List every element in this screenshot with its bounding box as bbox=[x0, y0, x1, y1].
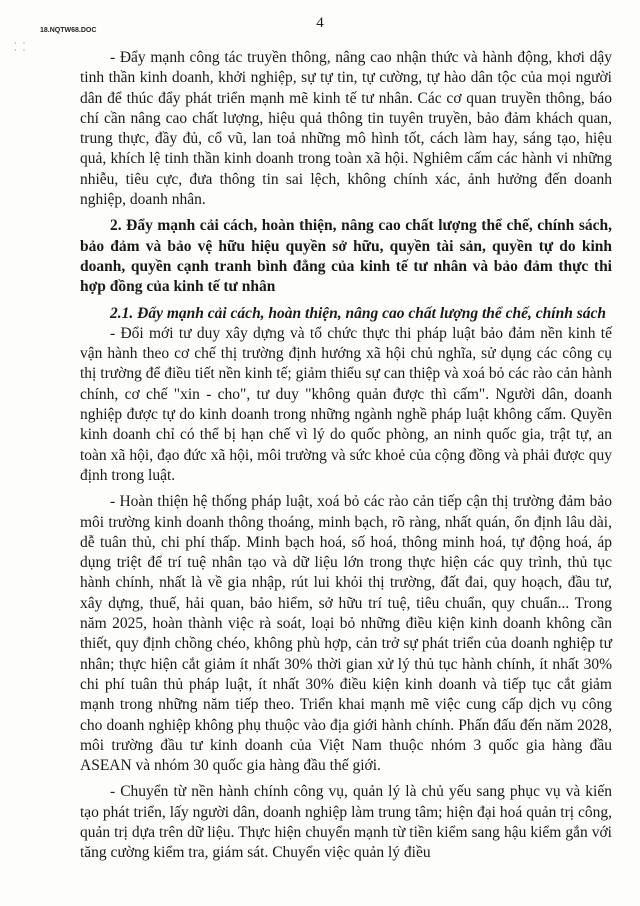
subsection-heading-2-1: 2.1. Đẩy mạnh cải cách, hoàn thiện, nâng cao chất lượng thể chế, chính sách bbox=[110, 304, 607, 322]
document-body bbox=[80, 48, 612, 870]
paragraph-legal-thinking: - Đổi mới tư duy xây dựng và tổ chức thực thi pháp luật bảo đảm nền kinh tế vận hành theo cơ chế thị trường định hướng xã hội chủ nghĩa, sử dụng các công cụ thị trường để điều tiết nền kinh tế; giảm thiểu sự can thiệp và xoá bỏ các rào cản hành chính, cơ chế "xin - cho", tư duy "không quản được thì cấm". Người dân, doanh nghiệp được tự do kinh doanh trong những ngành nghề pháp luật không cấm. Quyền kinh doanh chỉ có thể bị hạn chế vì lý do quốc phòng, an ninh quốc gia, trật tự, an toàn xã hội, đạo đức xã hội, môi trường và sức khoẻ của cộng đồng và phải được quy định trong luật. bbox=[80, 324, 612, 484]
file-code: 18.NQTW68.DOC bbox=[40, 27, 97, 34]
paragraph-legal-system: - Hoàn thiện hệ thống pháp luật, xoá bỏ các rào cản tiếp cận thị trường đảm bảo môi trường kinh doanh thông thoáng, minh bạch, rõ ràng, nhất quán, ổn định lâu dài, dễ tuân thủ, chi phí thấp. Minh bạch hoá, số hoá, thông minh hoá, tự động hoá, áp dụng triệt để trí tuệ nhân tạo và dữ liệu lớn trong thực hiện các quy trình, thủ tục hành chính, nhất là về gia nhập, rút lui khỏi thị trường, đất đai, quy hoạch, đầu tư, xây dựng, thuế, hải quan, bảo hiểm, sở hữu trí tuệ, tiêu chuẩn, quy chuẩn... Trong năm 2025, hoàn thành việc rà soát, loại bỏ những điều kiện kinh doanh không cần thiết, quy định chồng chéo, không phù hợp, cản trở sự phát triển của doanh nghiệp tư nhân; thực hiện cắt giảm ít nhất 30% thời gian xử lý thủ tục hành chính, ít nhất 30% chi phí tuân thủ pháp luật, ít nhất 30% điều kiện kinh doanh và tiếp tục cắt giảm mạnh trong những năm tiếp theo. Triển khai mạnh mẽ việc cung cấp dịch vụ công cho doanh nghiệp không phụ thuộc vào địa giới hành chính. Phấn đấu đến năm 2028, môi trường đầu tư kinh doanh của Việt Nam thuộc nhóm 3 quốc gia hàng đầu ASEAN và nhóm 30 quốc gia hàng đầu thế giới. bbox=[80, 493, 612, 775]
page-number: 4 bbox=[316, 15, 324, 31]
paragraph-administration: - Chuyển từ nền hành chính công vụ, quản lý là chủ yếu sang phục vụ và kiến tạo phát triển, lấy người dân, doanh nghiệp làm trung tâm; hiện đại hoá quản trị công, quản trị dựa trên dữ liệu. Thực hiện chuyển mạnh từ tiền kiểm sang hậu kiểm gắn với tăng cường kiểm tra, giám sát. Chuyển việc quản lý điều bbox=[80, 783, 612, 862]
paragraph-communication: - Đẩy mạnh công tác truyền thông, nâng cao nhận thức và hành động, khơi dậy tinh thần kinh doanh, khởi nghiệp, sự tự tin, tự cường, tự hào dân tộc của mọi người dân để thúc đẩy phát triển mạnh mẽ kinh tế tư nhân. Các cơ quan truyền thông, báo chí cần nâng cao chất lượng, hiệu quả thông tin tuyên truyền, bảo đảm khách quan, trung thực, đầy đủ, cổ vũ, lan toả những mô hình tốt, cách làm hay, sáng tạo, hiệu quả, khích lệ tinh thần kinh doanh trong toàn xã hội. Nghiêm cấm các hành vi những nhiễu, tiêu cực, đưa thông tin sai lệch, không chính xác, ảnh hưởng đến doanh nghiệp, doanh nhân. bbox=[80, 49, 612, 209]
section-heading-2: 2. Đẩy mạnh cải cách, hoàn thiện, nâng cao chất lượng thể chế, chính sách, bảo đảm và bảo vệ hữu hiệu quyền sở hữu, quyền tài sản, quyền tự do kinh doanh, quyền cạnh tranh bình đẳng của kinh tế tư nhân và bảo đảm thực thi hợp đồng của kinh tế tư nhân bbox=[80, 217, 612, 296]
margin-marks: · · · · bbox=[14, 39, 28, 55]
